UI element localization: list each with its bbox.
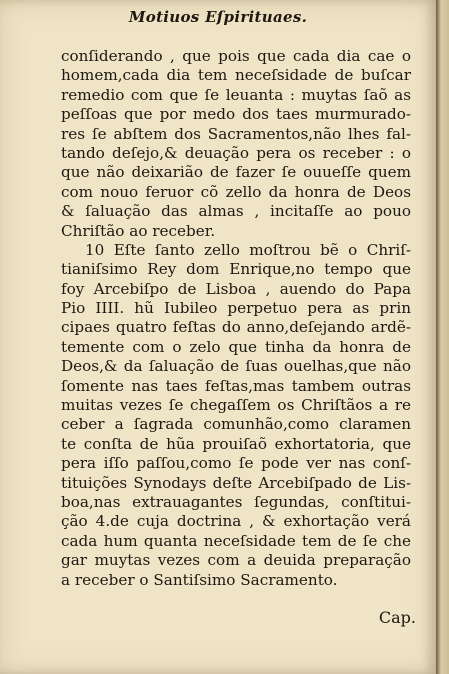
text-line: temente com o zelo que tinha da honra de (61, 337, 411, 356)
text-line: te conſta de hũa prouiſaõ exhortatoria, que (61, 434, 411, 453)
text-line: gar muytas vezes com a deuida preparação (61, 551, 411, 570)
text-line: remedio com que ſe leuanta : muytas ſaõ as (61, 85, 411, 104)
catchword: Cap. (378, 608, 416, 627)
text-line: Chriſtão ao receber. (61, 221, 216, 240)
text-line: muitas vezes ſe chegaſſem os Chriſtãos a re (61, 396, 411, 415)
text-line: ceber a ſagrada comunhão,como claramen (61, 415, 411, 434)
text-line: boa,nas extrauagantes ſegundas, conſtitui- (61, 492, 411, 511)
text-line: tando deſejo,& deuação pera os receber : o (61, 143, 411, 162)
text-line: com nouo feruor cõ zello da honra de Deos (61, 182, 411, 201)
text-line: a receber o Santiſsimo Sacramento. (61, 570, 338, 589)
text-line: Deos,& da ſaluação de ſuas ouelhas,que não (61, 357, 411, 376)
text-line: & ſaluação das almas , incitaſſe ao pouo (61, 202, 411, 221)
text-line: tituições Synodays deſte Arcebiſpado de Lis- (61, 473, 411, 492)
text-line: cada hum quanta neceſsidade tem de ſe che (61, 531, 411, 550)
text-line: que não deixarião de fazer ſe ouueſſe quem (61, 163, 411, 182)
text-line: conſiderando , que pois que cada dia cae o (61, 47, 411, 65)
text-line: ſomente nas taes feſtas,mas tambem outras (61, 376, 411, 395)
running-header: Motiuos Eſpirituaes. (128, 8, 308, 26)
page-gutter (436, 0, 449, 674)
body-text (61, 47, 411, 590)
text-line: 10 Eſte ſanto zello moſtrou bẽ o Chriſ- (85, 240, 411, 259)
text-line: ção 4.de cuja doctrina , & exhortação verá (61, 512, 411, 531)
text-line: res ſe abſtem dos Sacramentos,não lhes fal- (61, 124, 411, 143)
text-line: cipaes quatro feſtas do anno,deſejando ardẽ- (61, 318, 411, 337)
text-line: peſſoas que por medo dos taes murmurado- (61, 105, 411, 124)
text-line: foy Arcebiſpo de Lisboa , auendo do Papa (61, 279, 411, 298)
text-line: Pio IIII. hũ Iubileo perpetuo pera as prin (61, 299, 411, 318)
text-line: homem,cada dia tem neceſsidade de buſcar (61, 66, 411, 85)
text-line: pera iſſo paſſou,como ſe pode ver nas conſ- (61, 454, 411, 473)
text-line: tianiſsimo Rey dom Enrique,no tempo que (61, 260, 411, 279)
